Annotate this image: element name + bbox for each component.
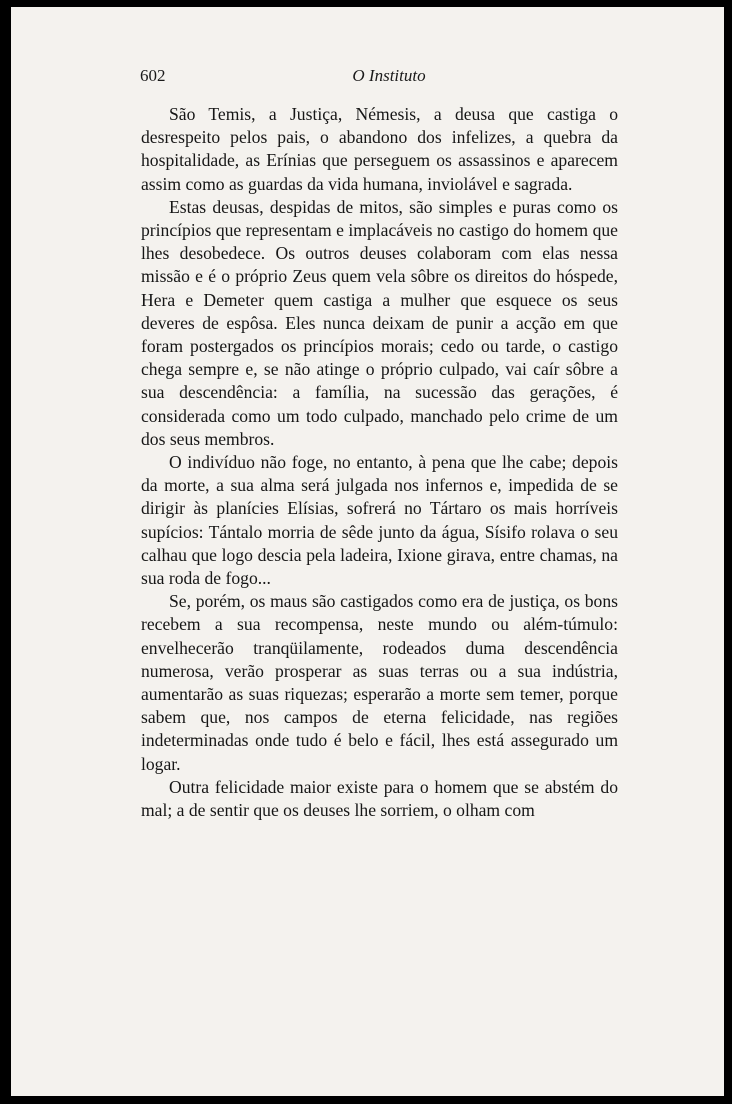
paragraph-1: São Temis, a Justiça, Némesis, a deusa que castiga o desrespeito pelos pais, o abandono dos infelizes, a quebra da hospitalidade, as Erínias que perseguem os assassinos e aparecem assim como as guardas da vida humana, inviolável e sagrada. — [141, 104, 618, 194]
paragraph-4: Se, porém, os maus são castigados como era de justiça, os bons recebem a sua recompensa, neste mundo ou além-túmulo: envelhecerão tranqüilamente, rodeados duma descendência numerosa, verão prosperar as suas terras ou a sua indústria, aumentarão as suas riquezas; esperarão a morte sem temer, porque sabem que, nos campos de eterna felicidade, nas regiões indeterminadas onde tudo é belo e fácil, lhes está assegurado um logar. — [141, 591, 618, 774]
page-header — [140, 66, 638, 88]
page-number: 602 — [140, 66, 166, 85]
paragraph-5: Outra felicidade maior existe para o homem que se abstém do mal; a de sentir que os deuses lhe sorriem, o olham com — [141, 776, 618, 821]
running-title: O Instituto — [352, 66, 426, 85]
paragraph-2: Estas deusas, despidas de mitos, são simples e puras como os princípios que representam e implacáveis no castigo do homem que lhes desobedece. Os outros deuses colaboram com elas nessa missão e é o próprio Zeus quem vela sôbre os direitos do hóspede, Hera e Demeter quem castiga a mulher que esquece os seus deveres de espôsa. Eles nunca deixam de punir a acção em que foram postergados os princípios morais; cedo ou tarde, o castigo chega sempre e, se não atinge o próprio culpado, vai caír sôbre a sua descendência: a família, na sucessão das gerações, é considerada como um todo culpado, manchado pelo crime de um dos seus membros. — [141, 196, 618, 449]
body-text — [141, 103, 618, 822]
paragraph-3: O indivíduo não foge, no entanto, à pena que lhe cabe; depois da morte, a sua alma será julgada nos infernos e, impedida de se dirigir às planícies Elísias, sofrerá no Tártaro os mais horríveis supícios: Tántalo morria de sêde junto da água, Sísifo rolava o seu calhau que logo descia pela ladeira, Ixione girava, entre chamas, na sua roda de fogo... — [141, 452, 618, 589]
